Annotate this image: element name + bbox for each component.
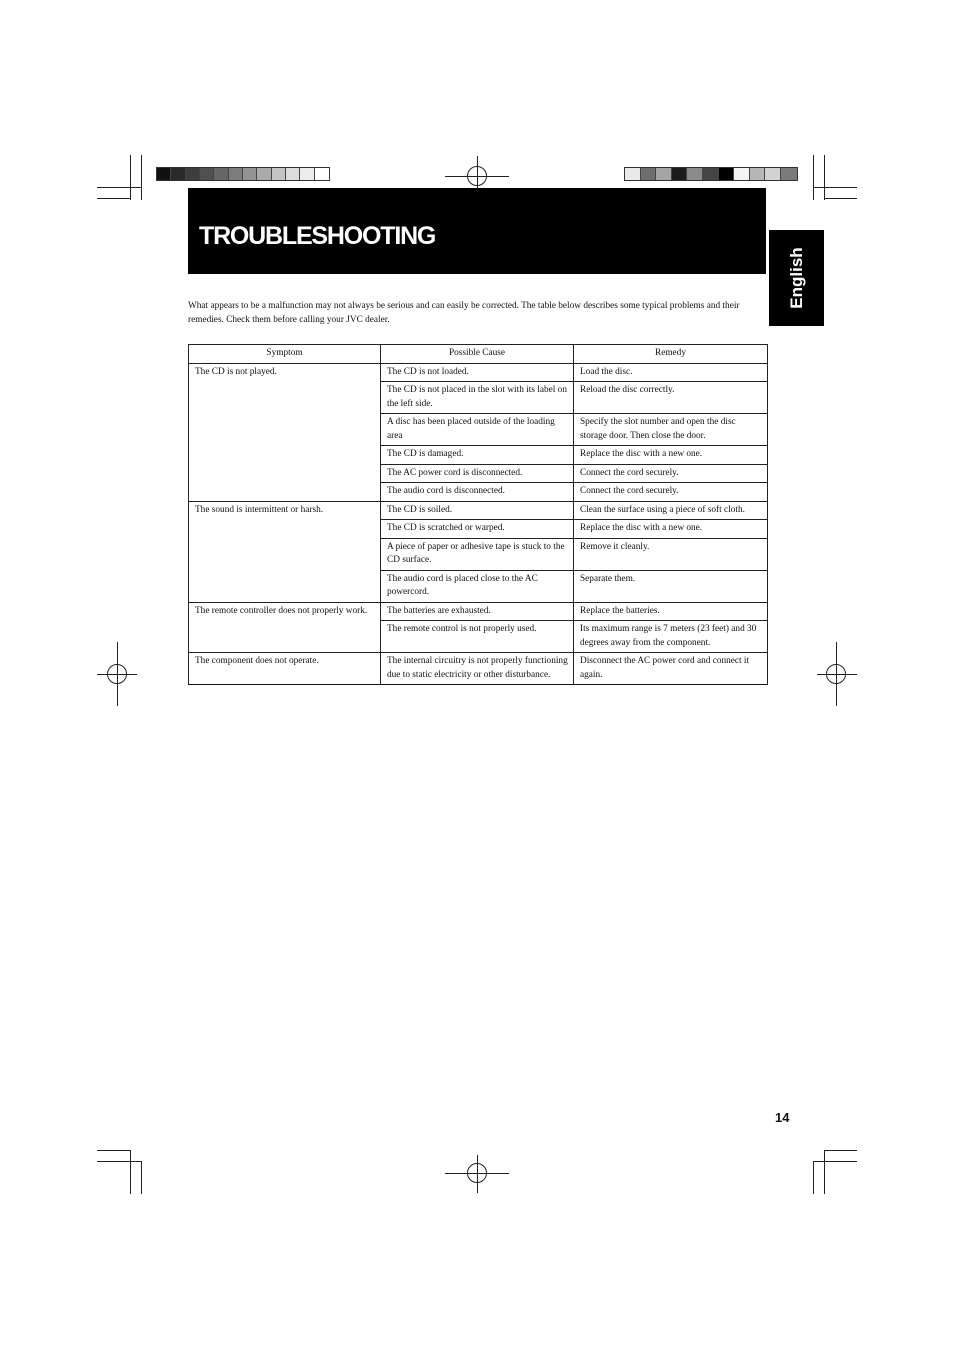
header-remedy: Remedy bbox=[574, 345, 768, 364]
remedy-cell: Connect the cord securely. bbox=[574, 483, 768, 502]
cause-cell: The CD is not loaded. bbox=[381, 363, 574, 382]
cause-cell: The batteries are exhausted. bbox=[381, 602, 574, 621]
remedy-cell: Load the disc. bbox=[574, 363, 768, 382]
color-swatch bbox=[272, 168, 286, 180]
remedy-cell: Connect the cord securely. bbox=[574, 464, 768, 483]
color-swatch bbox=[641, 168, 657, 180]
color-swatch bbox=[229, 168, 243, 180]
intro-paragraph: What appears to be a malfunction may not always be serious and can easily be corrected. The table below describes some typical problems and their remedies. Check them before calling your JVC dealer. bbox=[188, 301, 740, 325]
header-possible-cause: Possible Cause bbox=[381, 345, 574, 364]
color-swatch bbox=[243, 168, 257, 180]
cause-cell: A piece of paper or adhesive tape is stuck to the CD surface. bbox=[381, 538, 574, 570]
color-swatch bbox=[719, 168, 735, 180]
remedy-cell: Its maximum range is 7 meters (23 feet) and 30 degrees away from the component. bbox=[574, 621, 768, 653]
symptom-cell: The remote controller does not properly work. bbox=[189, 602, 381, 653]
symptom-cell: The CD is not played. bbox=[189, 363, 381, 501]
color-swatch bbox=[286, 168, 300, 180]
remedy-cell: Disconnect the AC power cord and connect it again. bbox=[574, 653, 768, 685]
language-tab bbox=[769, 230, 824, 326]
troubleshooting-table bbox=[188, 344, 768, 685]
cause-cell: The internal circuitry is not properly functioning due to static electricity or other disturbance. bbox=[381, 653, 574, 685]
color-swatch bbox=[257, 168, 271, 180]
cause-cell: The CD is not placed in the slot with its label on the left side. bbox=[381, 382, 574, 414]
remedy-cell: Replace the disc with a new one. bbox=[574, 520, 768, 539]
color-swatch bbox=[157, 168, 171, 180]
color-swatch bbox=[734, 168, 750, 180]
remedy-cell: Clean the surface using a piece of soft cloth. bbox=[574, 501, 768, 520]
cause-cell: The CD is damaged. bbox=[381, 446, 574, 465]
header-symptom: Symptom bbox=[189, 345, 381, 364]
table-row bbox=[189, 501, 768, 520]
color-calibration-bar-right bbox=[624, 167, 798, 181]
cause-cell: The AC power cord is disconnected. bbox=[381, 464, 574, 483]
color-swatch bbox=[703, 168, 719, 180]
table-row bbox=[189, 602, 768, 621]
page-number: 14 bbox=[775, 1110, 790, 1125]
color-swatch bbox=[656, 168, 672, 180]
color-swatch bbox=[171, 168, 185, 180]
cause-cell: The audio cord is disconnected. bbox=[381, 483, 574, 502]
remedy-cell: Replace the batteries. bbox=[574, 602, 768, 621]
cause-cell: The CD is soiled. bbox=[381, 501, 574, 520]
color-swatch bbox=[750, 168, 766, 180]
table-row bbox=[189, 653, 768, 685]
cause-cell: The CD is scratched or warped. bbox=[381, 520, 574, 539]
cause-cell: The remote control is not properly used. bbox=[381, 621, 574, 653]
symptom-cell: The component does not operate. bbox=[189, 653, 381, 685]
cause-cell: A disc has been placed outside of the loading area bbox=[381, 414, 574, 446]
color-swatch bbox=[672, 168, 688, 180]
language-tab-label: English bbox=[786, 247, 806, 309]
remedy-cell: Separate them. bbox=[574, 570, 768, 602]
cause-cell: The audio cord is placed close to the AC powercord. bbox=[381, 570, 574, 602]
title-banner bbox=[188, 188, 766, 274]
remedy-cell: Reload the disc correctly. bbox=[574, 382, 768, 414]
remedy-cell: Remove it cleanly. bbox=[574, 538, 768, 570]
symptom-cell: The sound is intermittent or harsh. bbox=[189, 501, 381, 602]
color-calibration-bar-left bbox=[156, 167, 330, 181]
color-swatch bbox=[200, 168, 214, 180]
color-swatch bbox=[186, 168, 200, 180]
table-row bbox=[189, 363, 768, 382]
color-swatch bbox=[781, 168, 797, 180]
page-title: TROUBLESHOOTING bbox=[199, 222, 436, 250]
color-swatch bbox=[625, 168, 641, 180]
remedy-cell: Replace the disc with a new one. bbox=[574, 446, 768, 465]
color-swatch bbox=[300, 168, 314, 180]
remedy-cell: Specify the slot number and open the disc storage door. Then close the door. bbox=[574, 414, 768, 446]
color-swatch bbox=[765, 168, 781, 180]
color-swatch bbox=[687, 168, 703, 180]
table-header-row bbox=[189, 345, 768, 364]
color-swatch bbox=[214, 168, 228, 180]
color-swatch bbox=[315, 168, 329, 180]
